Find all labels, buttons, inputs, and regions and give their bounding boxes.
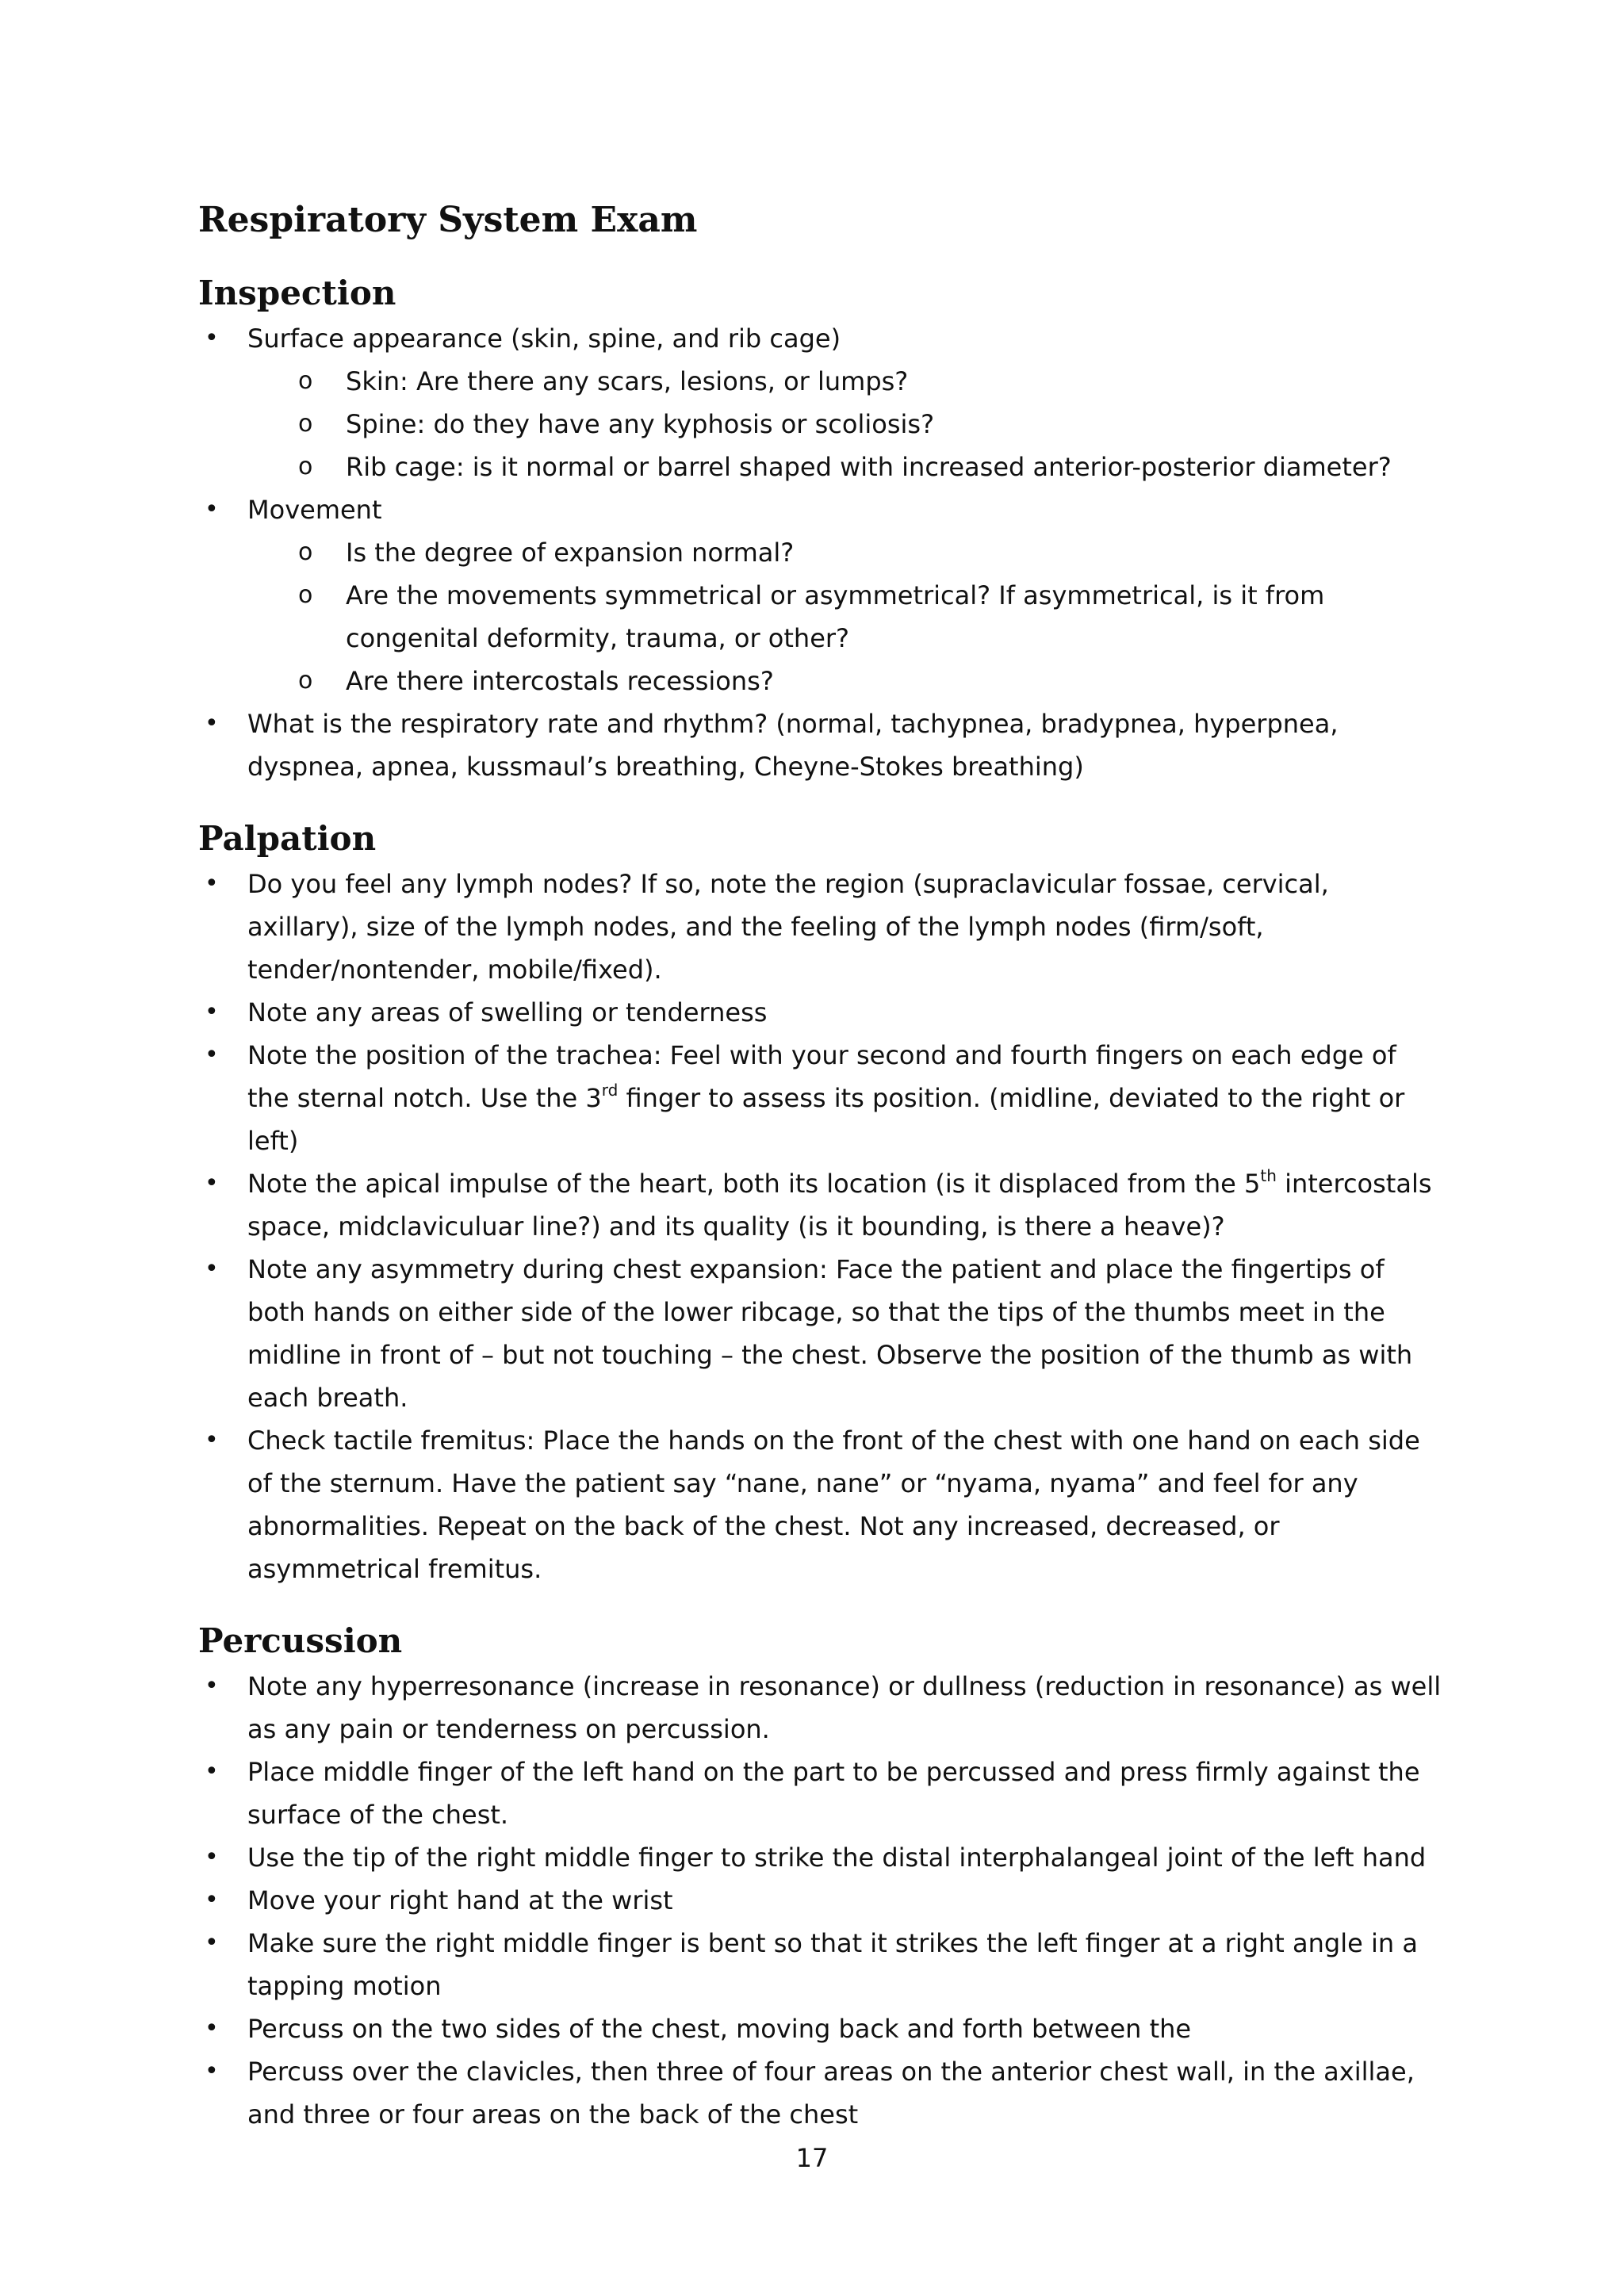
bullet-list [198,863,1443,1590]
sub-bullet-marker: o [298,667,313,695]
list-item-text: Note any areas of swelling or tenderness [247,997,768,1027]
bullet-marker: • [205,998,219,1026]
list-item [198,991,1443,1034]
bullet-marker: • [205,1041,219,1069]
superscript-ordinal: th [1260,1166,1277,1185]
sub-list-item-text: Is the degree of expansion normal? [346,538,795,568]
sub-bullet-list [247,360,1443,488]
list-item [198,1162,1443,1248]
list-item [198,1879,1443,1922]
list-item-text: Percuss on the two sides of the chest, moving back and forth between the [247,2014,1192,2044]
list-item [198,488,1443,702]
bullet-marker: • [205,1929,219,1957]
sub-list-item-text: Are the movements symmetrical or asymmetrical? If asymmetrical, is it from congenital deformity, trauma, or other? [346,580,1325,653]
section-heading-palpation: Palpation [198,819,377,858]
list-item [198,1922,1443,2007]
sub-list-item-text: Are there intercostals recessions? [346,666,774,696]
sub-bullet-marker: o [298,410,313,438]
bullet-marker: • [205,1758,219,1785]
document-title: Respiratory System Exam [198,200,698,240]
bullet-marker: • [205,324,219,352]
section-palpation [198,815,1443,1590]
sub-list-item-text: Spine: do they have any kyphosis or scoliosis? [346,409,935,439]
list-item-text: Surface appearance (skin, spine, and rib cage) [247,323,841,354]
list-item [198,1751,1443,1836]
section-heading-percussion: Percussion [198,1621,403,1660]
bullet-marker: • [205,870,219,897]
bullet-marker: • [205,2057,219,2085]
sub-list-item [247,360,1443,403]
list-item-text: Percuss over the clavicles, then three of four areas on the anterior chest wall, in the axillae, and three or four areas on the back of the chest [247,2057,1415,2130]
bullet-marker: • [205,1886,219,1914]
list-item-text: What is the respiratory rate and rhythm? (normal, tachypnea, bradypnea, hyperpnea, dyspnea, apnea, kussmaul’s breathing, Cheyne-Stokes breathing) [247,709,1339,782]
list-item [198,1836,1443,1879]
sub-list-item [247,574,1443,660]
list-item [198,2007,1443,2050]
list-item-text: Do you feel any lymph nodes? If so, note the region (supraclavicular fossae, cervical, axillary), size of the lymph nodes, and the feeling of the lymph nodes (firm/soft, tender/nontender, mobile/fixed). [247,869,1329,985]
list-item-text: Place middle finger of the left hand on the part to be percussed and press firmly against the surface of the chest. [247,1757,1420,1830]
sub-bullet-marker: o [298,453,313,480]
bullet-marker: • [205,1843,219,1871]
list-item-text: Note the apical impulse of the heart, both its location (is it displaced from the 5 [247,1169,1261,1199]
sub-bullet-marker: o [298,581,313,609]
sub-bullet-marker: o [298,538,313,566]
list-item-text: Use the tip of the right middle finger to strike the distal interphalangeal joint of the left hand [247,1843,1427,1873]
sub-bullet-list [247,531,1443,702]
list-item [198,1665,1443,1751]
bullet-marker: • [205,1426,219,1454]
document-page [198,195,1443,2163]
bullet-marker: • [205,2015,219,2042]
sub-bullet-marker: o [298,367,313,395]
bullet-marker: • [205,496,219,523]
sub-list-item [247,660,1443,702]
section-heading-inspection: Inspection [198,274,396,312]
list-item-text: Check tactile fremitus: Place the hands on the front of the chest with one hand on each side of the sternum. Have the patient say “nane, nane” or “nyama, nyama” and feel for any abnormalities. Repeat on the back of the chest. Not any increased, decreased, or asymmetrical fremitus. [247,1425,1420,1584]
sub-list-item [247,531,1443,574]
bullet-marker: • [205,710,219,737]
list-item-text: Note any asymmetry during chest expansion: Face the patient and place the fingertips of both hands on either side of the lower ribcage, so that the tips of the thumbs meet in the midline in front of – but not touching – the chest. Observe the position of the thumb as with each breath. [247,1254,1413,1413]
list-item [198,317,1443,488]
sub-list-item [247,446,1443,488]
bullet-marker: • [205,1672,219,1700]
list-item-text: Note any hyperresonance (increase in resonance) or dullness (reduction in resonance) as well as any pain or tenderness on percussion. [247,1671,1442,1744]
list-item-text: Make sure the right middle finger is bent so that it strikes the left finger at a right angle in a tapping motion [247,1928,1418,2001]
bullet-marker: • [205,1255,219,1283]
section-inspection [198,270,1443,788]
list-item [198,1034,1443,1162]
list-item [198,702,1443,788]
sub-list-item [247,403,1443,446]
list-item [198,2050,1443,2136]
bullet-marker: • [205,1169,219,1197]
superscript-ordinal: rd [601,1081,619,1100]
sub-list-item-text: Skin: Are there any scars, lesions, or lumps? [346,366,909,396]
list-item-text: Movement [247,495,382,525]
page-number: 17 [795,2143,829,2173]
list-item-text: Note the position of the trachea: Feel with your second and fourth fingers on each edge of the sternal notch. Use the 3 [247,1040,1396,1113]
section-percussion [198,1617,1443,2136]
list-item-text: Move your right hand at the wrist [247,1885,673,1915]
list-item [198,1419,1443,1590]
sub-list-item-text: Rib cage: is it normal or barrel shaped with increased anterior-posterior diameter? [346,452,1392,482]
list-item [198,863,1443,991]
list-item [198,1248,1443,1419]
bullet-list [198,1665,1443,2136]
list-item-text: finger to assess its position. (midline, deviated to the right or left) [247,1083,1405,1156]
list-item-text: intercostals space, midclaviculuar line?) and its quality (is it bounding, is there a heave)? [247,1169,1432,1242]
bullet-list [198,317,1443,788]
